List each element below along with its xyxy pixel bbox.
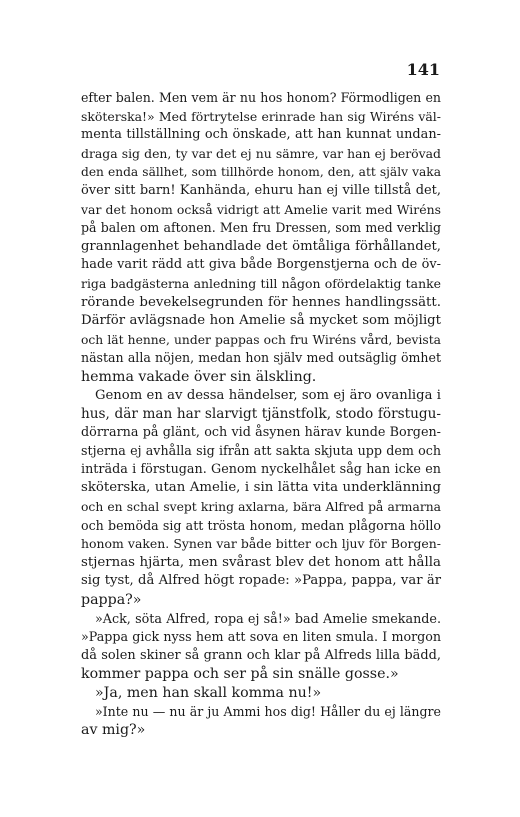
text-line: efter balen. Men vem är nu hos honom? Förmodligen en	[81, 90, 441, 105]
body-text	[81, 89, 441, 740]
text-line: stjernas hjärta, men svårast blev det honom att hålla	[81, 554, 441, 570]
text-line: honom vaken. Synen var både bitter och ljuv för Borgen-	[81, 536, 441, 552]
text-line: grannlagenhet behandlade det ömtåliga förhållandet,	[81, 238, 441, 254]
text-line: hemma vakade över sin älskling.	[81, 368, 317, 385]
text-line: dörrarna på glänt, och vid åsynen härav kunde Borgen-	[81, 424, 441, 440]
text-line: draga sig den, ty var det ej nu sämre, var han ej berövad	[81, 145, 441, 161]
text-line: stjerna ej avhålla sig ifrån att sakta skjuta upp dem och	[81, 443, 441, 459]
text-line: »Ja, men han skall komma nu!»	[95, 685, 322, 701]
text-line: rörande bevekelsegrunden för hennes handlingssätt.	[81, 294, 441, 310]
text-line: över sitt barn! Kanhända, ehuru han ej ville tillstå det,	[81, 182, 441, 198]
text-line: sig tyst, då Alfred högt ropade: »Pappa, pappa, var är	[81, 573, 441, 589]
text-line: och lät henne, under pappas och fru Wiréns vård, bevista	[81, 332, 441, 347]
text-line: riga badgästerna anledning till någon ofördelaktig tanke	[81, 275, 441, 291]
text-line: »Pappa gick nyss hem att sova en liten smula. I morgon	[81, 629, 441, 645]
text-line: då solen skiner så grann och klar på Alfreds lilla bädd,	[81, 647, 441, 663]
text-line: hus, där man har slarvigt tjänstfolk, stodo förstugu-	[81, 406, 441, 423]
text-line: nästan alla nöjen, medan hon själv med outsäglig ömhet	[81, 350, 441, 366]
text-line: inträda i förstugan. Genom nyckelhålet såg han icke en	[81, 461, 441, 477]
text-line: på balen om aftonen. Men fru Dressen, som med verklig	[81, 220, 441, 236]
text-line: »Ack, söta Alfred, ropa ej så!» bad Amelie smekande.	[95, 610, 441, 626]
text-line: »Inte nu — nu är ju Ammi hos dig! Håller du ej längre	[95, 703, 441, 719]
text-line: Genom en av dessa händelser, som ej äro ovanliga i	[95, 387, 441, 403]
text-line: och bemöda sig att trösta honom, medan plågorna höllo	[81, 517, 441, 533]
text-line: kommer pappa och ser på sin snälle gosse.»	[81, 666, 399, 683]
text-line: var det honom också vidrigt att Amelie varit med Wiréns	[81, 201, 441, 217]
page-number: 141	[406, 60, 440, 79]
text-line: menta tillställning och önskade, att han kunnat undan-	[81, 127, 441, 143]
text-line: och en schal svept kring axlarna, bära Alfred på armarna	[81, 500, 441, 515]
text-line: sköterska, utan Amelie, i sin lätta vita underklänning	[81, 480, 441, 496]
text-line: sköterska!» Med förtrytelse erinrade han sig Wiréns väl-	[81, 108, 441, 124]
text-line: den enda sällhet, som tillhörde honom, den, att själv vaka	[81, 165, 441, 180]
text-line: hade varit rädd att giva både Borgenstjerna och de öv-	[81, 257, 441, 273]
text-line: Därför avlägsnade hon Amelie så mycket som möjligt	[81, 313, 441, 329]
text-line: pappa?»	[81, 592, 142, 609]
text-line: av mig?»	[81, 722, 146, 739]
